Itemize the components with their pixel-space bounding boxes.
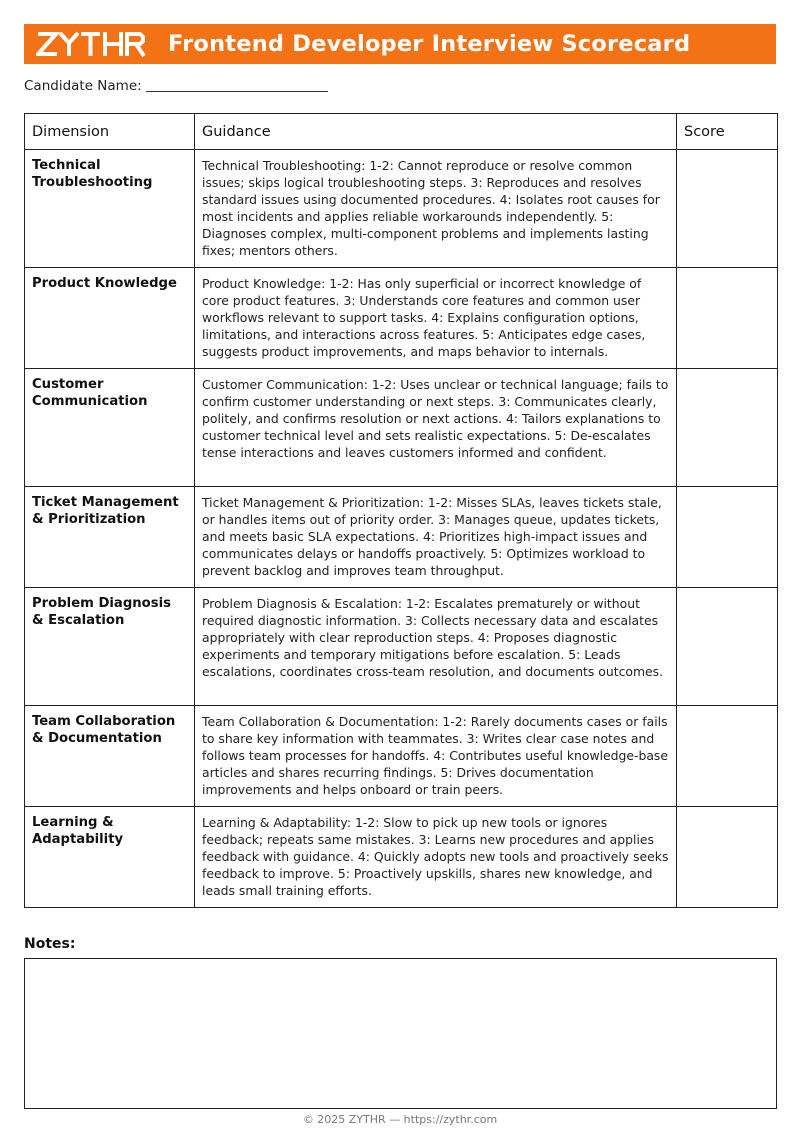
candidate-name-field (24, 77, 328, 94)
notes-label: Notes: (24, 936, 76, 952)
guidance-cell: Product Knowledge: 1-2: Has only superficial or incorrect knowledge of core product features. 3: Understands core features and common user workflows relevant to support tasks. 4: Explains configuration options, limitations, and interactions across features. 5: Anticipates edge cases, suggests product improvements, and maps behavior to internals. (195, 268, 677, 369)
dimension-cell: Team Collaboration & Documentation (25, 706, 195, 807)
notes-box[interactable] (24, 958, 777, 1109)
table-row (25, 150, 778, 268)
dimension-cell: Product Knowledge (25, 268, 195, 369)
dimension-cell: Problem Diagnosis & Escalation (25, 588, 195, 706)
table-row (25, 369, 778, 487)
guidance-cell: Customer Communication: 1-2: Uses unclear or technical language; fails to confirm customer understanding or next steps. 3: Communicates clearly, politely, and confirms resolution or next actions. 4: Tailors explanations to customer technical level and sets realistic expectations. 5: De-escalates tense interactions and leaves customers informed and confident. (195, 369, 677, 487)
score-cell[interactable] (677, 588, 778, 706)
candidate-name-label: Candidate Name: (24, 78, 142, 94)
dimension-cell: Customer Communication (25, 369, 195, 487)
page-title: Frontend Developer Interview Scorecard (168, 31, 691, 57)
score-cell[interactable] (677, 150, 778, 268)
scorecard-table (24, 113, 778, 908)
dimension-cell: Technical Troubleshooting (25, 150, 195, 268)
dimension-cell: Ticket Management & Prioritization (25, 487, 195, 588)
guidance-cell: Problem Diagnosis & Escalation: 1-2: Escalates prematurely or without required diagnostic information. 3: Collects necessary data and escalates appropriately with clear reproduction steps. 4: Proposes diagnostic experiments and temporary mitigations before escalation. 5: Leads escalations, coordinates cross-team resolution, and documents outcomes. (195, 588, 677, 706)
header-guidance: Guidance (195, 114, 677, 150)
guidance-cell: Team Collaboration & Documentation: 1-2: Rarely documents cases or fails to share key information with teammates. 3: Writes clear case notes and follows team processes for handoffs. 4: Contributes useful knowledge-base articles and shares recurring findings. 5: Drives documentation improvements and helps onboard or train peers. (195, 706, 677, 807)
table-row (25, 487, 778, 588)
candidate-name-blank[interactable] (146, 77, 328, 92)
score-cell[interactable] (677, 369, 778, 487)
dimension-cell: Learning & Adaptability (25, 807, 195, 908)
score-cell[interactable] (677, 807, 778, 908)
table-row (25, 706, 778, 807)
guidance-cell: Ticket Management & Prioritization: 1-2: Misses SLAs, leaves tickets stale, or handles items out of priority order. 3: Manages queue, updates tickets, and meets basic SLA expectations. 4: Prioritizes high-impact issues and communicates delays or handoffs proactively. 5: Optimizes workload to prevent backlog and improves team throughput. (195, 487, 677, 588)
header-banner (24, 24, 776, 64)
table-row (25, 268, 778, 369)
score-cell[interactable] (677, 487, 778, 588)
score-cell[interactable] (677, 268, 778, 369)
guidance-cell: Learning & Adaptability: 1-2: Slow to pick up new tools or ignores feedback; repeats same mistakes. 3: Learns new procedures and applies feedback with guidance. 4: Quickly adopts new tools and proactively seeks feedback to improve. 5: Proactively upskills, shares new knowledge, and leads small training efforts. (195, 807, 677, 908)
header-score: Score (677, 114, 778, 150)
table-row (25, 588, 778, 706)
table-row (25, 807, 778, 908)
footer-text: © 2025 ZYTHR — https://zythr.com (302, 1113, 498, 1126)
header-dimension: Dimension (25, 114, 195, 150)
table-header-row (25, 114, 778, 150)
score-cell[interactable] (677, 706, 778, 807)
guidance-cell: Technical Troubleshooting: 1-2: Cannot reproduce or resolve common issues; skips logical troubleshooting steps. 3: Reproduces and resolves standard issues using documented procedures. 4: Isolates root causes for most incidents and applies reliable workarounds independently. 5: Diagnoses complex, multi-component problems and implements lasting fixes; mentors others. (195, 150, 677, 268)
zythr-logo (36, 24, 148, 64)
